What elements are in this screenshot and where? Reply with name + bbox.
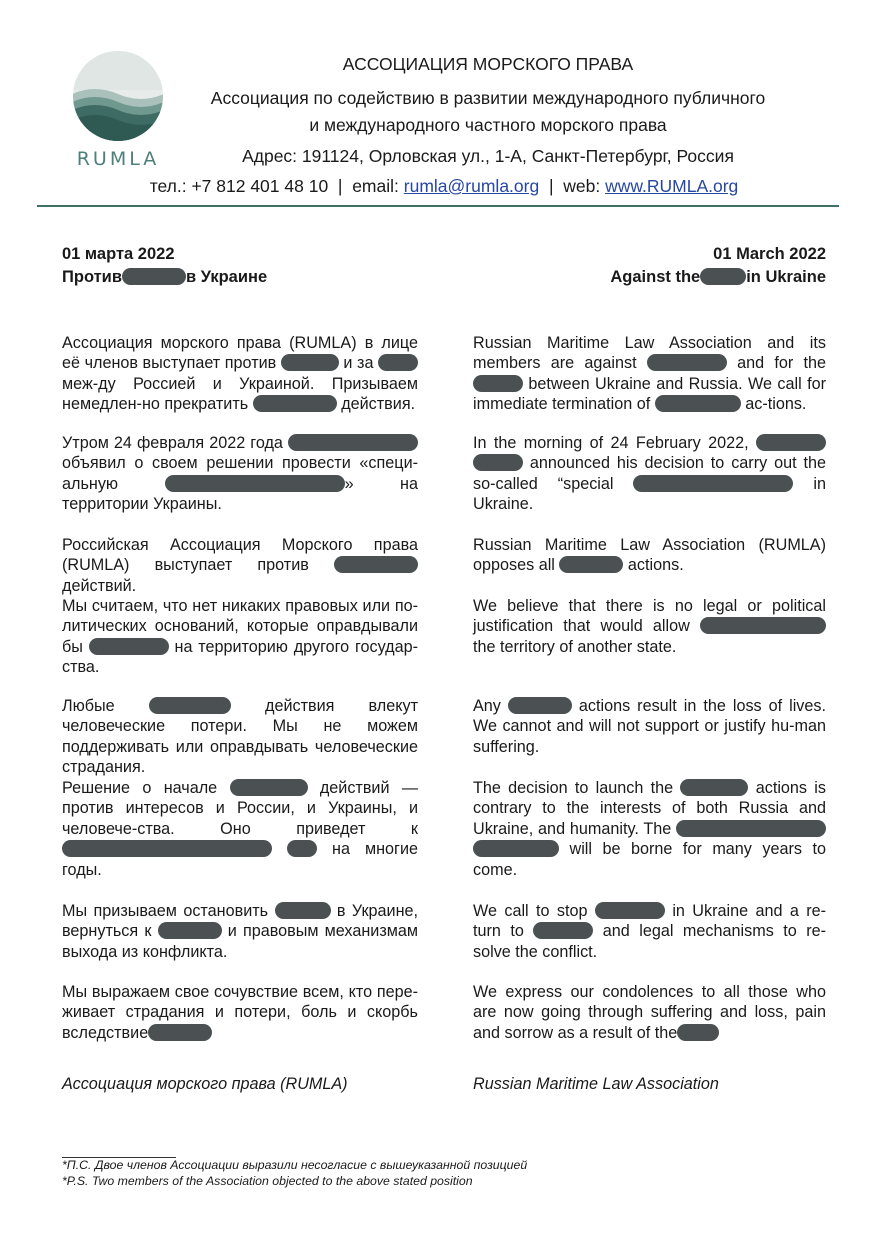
text: The decision to launch the	[473, 779, 674, 797]
paragraph-en-3	[473, 535, 826, 576]
redaction	[595, 902, 665, 919]
text: действия.	[341, 395, 416, 414]
logo-text: RUMLA	[76, 148, 160, 170]
redaction	[473, 375, 523, 392]
heading-en	[473, 266, 826, 289]
paragraph-ru-6	[62, 778, 418, 880]
redaction	[122, 268, 186, 285]
org-subtitle-1: Ассоциация по содействию в развитии международного публичного	[210, 88, 766, 108]
paragraph-ru-4	[62, 596, 418, 678]
paragraph-ru-1	[62, 333, 418, 415]
text: actions.	[627, 556, 684, 575]
english-column	[473, 243, 826, 1103]
text: ac-tions.	[745, 395, 807, 414]
signature-en: Russian Maritime Law Association	[473, 1075, 719, 1093]
redaction	[473, 454, 523, 471]
redaction	[655, 395, 741, 412]
text: between Ukraine and Russia. We call for immediate termination of	[473, 374, 827, 414]
text: Мы считаем, что нет никаких правовых или по-литических оснований, которые оправдывали бы	[62, 597, 418, 656]
redaction	[676, 820, 826, 837]
redaction	[756, 434, 826, 451]
text: Решение о начале	[62, 779, 218, 797]
russian-column	[62, 243, 418, 1103]
org-subtitle-2: и международного частного морского права	[309, 115, 667, 135]
redaction	[700, 268, 746, 285]
text: Утром 24 февраля 2022 года	[62, 434, 283, 452]
paragraph-en-6	[473, 778, 826, 880]
redaction	[677, 1024, 719, 1041]
paragraph-ru-5	[62, 696, 418, 778]
text: Российская Ассоциация Морского права (RUMLA) выступает против	[62, 536, 418, 575]
separator: |	[548, 176, 554, 196]
email-label: email:	[352, 176, 399, 196]
paragraph-ru-8	[62, 982, 418, 1043]
text: the territory of another state.	[473, 637, 677, 656]
heading-ru-part: в Украине	[185, 268, 268, 286]
text: действий — против интересов и России, и Украины, и человече-ства. Оно приведет к	[62, 779, 419, 838]
text: announced his decision to carry out the so-called “special	[473, 454, 826, 493]
text: Мы призываем остановить	[62, 902, 269, 920]
phone: тел.: +7 812 401 48 10	[149, 176, 329, 196]
heading-en-part: in Ukraine	[746, 268, 826, 286]
paragraph-ru-3	[62, 535, 418, 596]
text: and legal mechanisms to re-solve the conflict.	[473, 922, 826, 961]
paragraph-ru-2	[62, 433, 418, 515]
text: и правовым механизмам выхода из конфликта.	[62, 922, 419, 961]
text: Russian Maritime Law Association and its members are against	[473, 334, 826, 373]
separator: |	[337, 176, 343, 196]
text: на территорию другого государ-ства.	[62, 637, 419, 677]
text: We call to stop	[473, 902, 588, 920]
text: in Ukraine.	[473, 474, 827, 514]
paragraph-en-5	[473, 696, 826, 757]
header-divider	[37, 205, 839, 207]
redaction	[62, 840, 272, 857]
org-address: Адрес: 191124, Орловская ул., 1-А, Санкт-Петербург, Россия	[242, 146, 734, 166]
paragraph-en-1	[473, 333, 826, 415]
redaction	[700, 617, 826, 634]
signature-ru: Ассоциация морского права (RUMLA)	[62, 1075, 348, 1093]
redaction	[253, 395, 337, 412]
text: Any	[473, 697, 501, 715]
org-title: АССОЦИАЦИЯ МОРСКОГО ПРАВА	[342, 54, 634, 74]
paragraph-en-2	[473, 433, 826, 515]
date-en: 01 March 2022	[713, 245, 826, 263]
text: действий.	[62, 576, 137, 595]
footnote-ru: *П.С. Двое членов Ассоциации выразили несогласие с вышеуказанной позицией	[62, 1158, 528, 1172]
paragraph-en-4	[473, 596, 826, 657]
redaction	[288, 434, 418, 451]
text: Russian Maritime Law Association (RUMLA) opposes all	[473, 536, 826, 575]
paragraph-ru-7	[62, 901, 418, 962]
date-ru: 01 марта 2022	[62, 245, 175, 263]
text: will be borne for many years to come.	[473, 840, 826, 879]
paragraph-en-8	[473, 982, 826, 1043]
redaction	[334, 556, 418, 573]
redaction	[275, 902, 331, 919]
text: Любые	[62, 697, 115, 715]
web-label: web:	[563, 176, 601, 196]
redaction	[230, 779, 308, 796]
redaction	[473, 840, 559, 857]
redaction	[559, 556, 623, 573]
text: We express our condolences to all those who are now going through suffering and loss, pain and sorrow as a result of the	[473, 983, 826, 1042]
redaction	[165, 475, 345, 492]
text: объявил о своем решении провести «специ-альную	[62, 454, 418, 493]
redaction	[281, 354, 339, 371]
text: на многие годы.	[62, 840, 419, 879]
text: Ассоциация морского права (RUMLA) в лице её членов выступает против	[62, 334, 418, 373]
text: действия влекут человеческие потери. Мы не можем поддерживать или оправдывать человеческие страдания.	[62, 697, 419, 777]
heading-ru	[62, 266, 418, 289]
redaction	[533, 922, 593, 939]
footnote-en: *P.S. Two members of the Association objected to the above stated position	[62, 1174, 473, 1188]
text: в Украине, вернуться к	[62, 902, 419, 941]
redaction	[158, 922, 222, 939]
redaction	[378, 354, 418, 371]
heading-en-part: Against the	[610, 268, 701, 286]
text: In the morning of 24 February 2022,	[473, 434, 749, 452]
redaction	[633, 475, 793, 492]
paragraph-en-7	[473, 901, 826, 962]
redaction	[508, 697, 572, 714]
text: меж-ду Россией и Украиной. Призываем немедлен-но прекратить	[62, 374, 418, 414]
text: и за	[343, 354, 374, 373]
redaction	[287, 840, 317, 857]
text: actions is contrary to the interests of both Russia and Ukraine, and humanity. The	[473, 779, 827, 838]
text: Мы выражаем свое сочувствие всем, кто пере-живает страдания и потери, боль и скорбь вследствие	[62, 983, 418, 1042]
text: in Ukraine and a re-turn to	[473, 902, 827, 941]
redaction	[148, 1024, 212, 1041]
redaction	[680, 779, 748, 796]
redaction	[149, 697, 231, 714]
web-link[interactable]: www.RUMLA.org	[605, 176, 739, 196]
heading-ru-part: Против	[62, 268, 122, 286]
text: We believe that there is no legal or political justification that would allow	[473, 597, 826, 636]
text: actions result in the loss of lives. We cannot and will not support or justify hu-man suffering.	[473, 697, 826, 756]
redaction	[647, 354, 727, 371]
text: and for the	[737, 354, 827, 373]
email-link[interactable]: rumla@rumla.org	[403, 176, 540, 196]
text: » на территории Украины.	[62, 474, 418, 514]
contact-line	[0, 176, 888, 197]
redaction	[89, 638, 169, 655]
